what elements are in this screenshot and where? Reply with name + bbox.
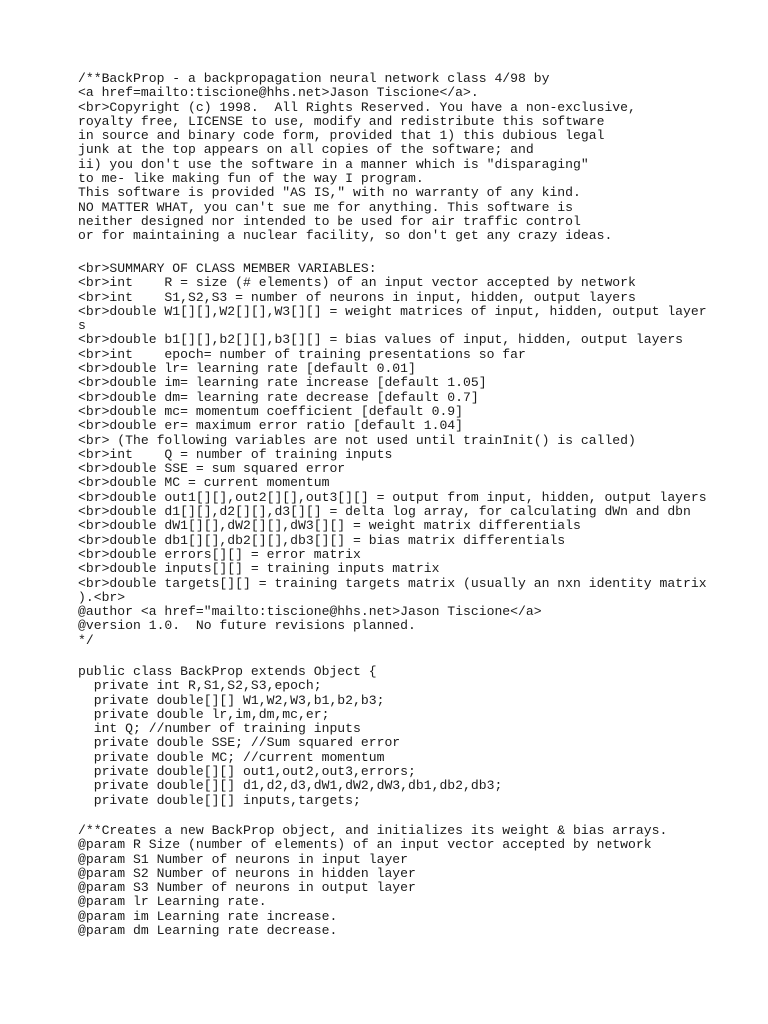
code-line: @param S2 Number of neurons in hidden layer xyxy=(78,865,416,881)
code-line: <br>double W1[][],W2[][],W3[][] = weight matrices of input, hidden, output layer xyxy=(78,303,707,319)
code-line: <br>double er= maximum error ratio [default 1.04] xyxy=(78,418,464,434)
code-line: <br>double d1[][],d2[][],d3[][] = delta log array, for calculating dWn and dbn xyxy=(78,504,691,520)
header-comment-block xyxy=(78,72,636,244)
code-line: <br>SUMMARY OF CLASS MEMBER VARIABLES: xyxy=(78,261,377,276)
code-line: <br> (The following variables are not used until trainInit() is called) xyxy=(78,432,636,448)
code-line: or for maintaining a nuclear facility, so don't get any crazy ideas. xyxy=(78,228,613,244)
code-line: <br>int S1,S2,S3 = number of neurons in input, hidden, output layers xyxy=(78,289,636,305)
code-line: <br>double lr= learning rate [default 0.01] xyxy=(78,361,416,377)
code-line: <br>double MC = current momentum xyxy=(78,475,330,491)
code-line: @author <a href="mailto:tiscione@hhs.net>Jason Tiscione</a> xyxy=(78,604,542,620)
code-line: private double MC; //current momentum xyxy=(78,749,385,765)
code-line: <a href=mailto:tiscione@hhs.net>Jason Tiscione</a>. xyxy=(78,85,479,101)
code-line: junk at the top appears on all copies of the software; and xyxy=(78,142,534,158)
code-line: @param S1 Number of neurons in input layer xyxy=(78,851,409,867)
code-line: private double[][] inputs,targets; xyxy=(78,792,361,808)
code-line: public class BackProp extends Object { xyxy=(78,664,377,679)
summary-comment-block xyxy=(78,262,707,648)
code-line: NO MATTER WHAT, you can't sue me for anything. This software is xyxy=(78,199,574,215)
code-line: @param lr Learning rate. xyxy=(78,894,267,910)
code-line: private double SSE; //Sum squared error xyxy=(78,735,401,751)
code-line: <br>double targets[][] = training targets matrix (usually an nxn identity matrix xyxy=(78,575,707,591)
code-line: <br>double out1[][],out2[][],out3[][] = output from input, hidden, output layers xyxy=(78,489,707,505)
code-line: <br>double b1[][],b2[][],b3[][] = bias values of input, hidden, output layers xyxy=(78,332,684,348)
code-line: <br>int epoch= number of training presentations so far xyxy=(78,346,526,362)
code-line: <br>double db1[][],db2[][],db3[][] = bias matrix differentials xyxy=(78,532,566,548)
code-line: <br>double SSE = sum squared error xyxy=(78,461,346,477)
code-line: <br>int Q = number of training inputs xyxy=(78,446,393,462)
code-line: private int R,S1,S2,S3,epoch; xyxy=(78,678,322,694)
code-line: /**BackProp - a backpropagation neural network class 4/98 by xyxy=(78,71,550,86)
code-line: This software is provided "AS IS," with no warranty of any kind. xyxy=(78,185,581,201)
code-line: <br>double inputs[][] = training inputs matrix xyxy=(78,561,440,577)
code-line: */ xyxy=(78,632,94,648)
code-line: int Q; //number of training inputs xyxy=(78,721,361,737)
code-line: @param dm Learning rate decrease. xyxy=(78,923,338,939)
code-line: /**Creates a new BackProp object, and initializes its weight & bias arrays. xyxy=(78,823,668,838)
code-line: @param R Size (number of elements) of an input vector accepted by network xyxy=(78,837,652,853)
code-line: private double lr,im,dm,mc,er; xyxy=(78,706,330,722)
code-line: <br>double dW1[][],dW2[][],dW3[][] = weight matrix differentials xyxy=(78,518,581,534)
code-line: <br>double dm= learning rate decrease [default 0.7] xyxy=(78,389,479,405)
code-line: <br>double errors[][] = error matrix xyxy=(78,546,361,562)
code-line: <br>double im= learning rate increase [default 1.05] xyxy=(78,375,487,391)
code-line: in source and binary code form, provided that 1) this dubious legal xyxy=(78,128,605,144)
code-line: royalty free, LICENSE to use, modify and redistribute this software xyxy=(78,113,605,129)
code-line: ii) you don't use the software in a manner which is "disparaging" xyxy=(78,156,589,172)
code-line: to me- like making fun of the way I program. xyxy=(78,171,424,187)
code-line: @version 1.0. No future revisions planned. xyxy=(78,618,416,634)
code-line: private double[][] d1,d2,d3,dW1,dW2,dW3,db1,db2,db3; xyxy=(78,778,503,794)
code-line: <br>double mc= momentum coefficient [default 0.9] xyxy=(78,403,464,419)
code-line: ).<br> xyxy=(78,589,126,605)
code-line: private double[][] out1,out2,out3,errors; xyxy=(78,764,416,780)
code-line: s xyxy=(78,318,86,334)
constructor-comment-block xyxy=(78,824,667,938)
code-line: neither designed nor intended to be used for air traffic control xyxy=(78,213,581,229)
code-line: @param im Learning rate increase. xyxy=(78,908,338,924)
code-line: <br>int R = size (# elements) of an input vector accepted by network xyxy=(78,275,636,291)
code-line: <br>Copyright (c) 1998. All Rights Reserved. You have a non-exclusive, xyxy=(78,99,636,115)
code-line: private double[][] W1,W2,W3,b1,b2,b3; xyxy=(78,692,385,708)
code-line: @param S3 Number of neurons in output layer xyxy=(78,880,416,896)
class-declaration-block xyxy=(78,665,502,808)
